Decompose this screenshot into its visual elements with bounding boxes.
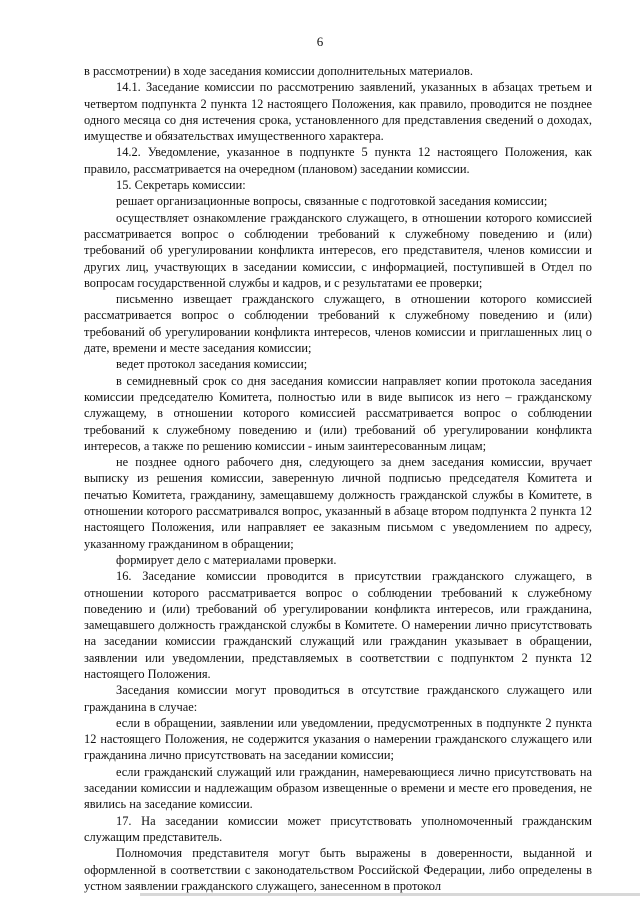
paragraph: не позднее одного рабочего дня, следующего за днем заседания комиссии, вручает выписку из решения комиссии, заверенную личной подписью председателя Комитета и печатью Комитета, гражданину, замещавшему должность гражданской службы в Комитете, в отношении которого рассматривался вопрос, указанный в абзаце втором подпункта 2 пункта 12 настоящего Положения, или направляет ее заказным письмом с уведомлением по адресу, указанному гражданином в обращении;: [84, 455, 592, 551]
paragraph: ведет протокол заседания комиссии;: [116, 357, 308, 372]
scan-edge-divider: [140, 893, 640, 896]
paragraph: в рассмотрении) в ходе заседания комиссии дополнительных материалов.: [84, 64, 473, 78]
paragraph: 14.1. Заседание комиссии по рассмотрению заявлений, указанных в абзацах третьем и четвертом подпункта 2 пункта 12 настоящего Положения, как правило, проводится не позднее одного месяца со дня истечения срока, установленного для представления сведений о доходах, имуществе и обязательствах имущественного характера.: [84, 80, 592, 144]
paragraph: решает организационные вопросы, связанные с подготовкой заседания комиссии;: [116, 194, 548, 209]
paragraph: формирует дело с материалами проверки.: [116, 552, 337, 567]
paragraph: если гражданский служащий или гражданин, намеревающиеся лично присутствовать на заседании комиссии и надлежащим образом извещенные о времени и месте его проведения, не явились на заседание комиссии.: [84, 764, 592, 812]
paragraph: 14.2. Уведомление, указанное в подпункте 5 пункта 12 настоящего Положения, как правило, рассматривается на очередном (плановом) заседании комиссии.: [84, 145, 592, 176]
paragraph: Заседания комиссии могут проводиться в отсутствие гражданского служащего или гражданина в случае:: [84, 683, 592, 714]
paragraph: осуществляет ознакомление гражданского служащего, в отношении которого комиссией рассматривается вопрос о соблюдении требований к служебному поведению и (или) требований об урегулировании конфликта интересов, его представителя, членов комиссии и других лиц, участвующих в заседании комиссии, с информацией, поступившей в Отдел по вопросам государственной службы и кадров, и с результатами ее проверки;: [84, 210, 592, 290]
paragraph: Полномочия представителя могут быть выражены в доверенности, выданной и оформленной в соответствии с законодательством Российской Федерации, либо определены в устном заявлении гражданского служащего, занесенном в протокол: [84, 846, 592, 893]
paragraph: 16. Заседание комиссии проводится в присутствии гражданского служащего, в отношении которого рассматривается вопрос о соблюдении требований к служебному поведению и (или) требований об урегулировании конфликта интересов, или гражданина, замещавшего должность гражданской службы в Комитете. О намерении лично присутствовать на заседании комиссии гражданский служащий или гражданин указывает в обращении, заявлении или уведомлении, представляемых в соответствии с подпунктом 2 пункта 12 настоящего Положения.: [84, 569, 592, 681]
paragraph: письменно извещает гражданского служащего, в отношении которого комиссией рассматривается вопрос о соблюдении требований к служебному поведению и (или) требований об урегулировании конфликта интересов, членов комиссии и приглашенных лиц о дате, времени и месте заседания комиссии;: [84, 292, 592, 356]
paragraph: 15. Секретарь комиссии:: [116, 178, 246, 193]
page-number: 6: [316, 34, 324, 49]
paragraph: если в обращении, заявлении или уведомлении, предусмотренных в подпункте 2 пункта 12 настоящего Положения, не содержится указания о намерении гражданского служащего или гражданина лично присутствовать на заседании комиссии;: [84, 715, 592, 763]
paragraph: в семидневный срок со дня заседания комиссии направляет копии протокола заседания комиссии председателю Комитета, полностью или в виде выписок из него – гражданскому служащему, в отношении которого комиссией рассматривается вопрос о соблюдении требований к служебному поведению и (или) требований об урегулировании конфликта интересов, а также по решению комиссии - иным заинтересованным лицам;: [84, 373, 592, 453]
paragraph: 17. На заседании комиссии может присутствовать уполномоченный гражданским служащим представитель.: [84, 813, 592, 844]
document-body: [84, 63, 592, 894]
